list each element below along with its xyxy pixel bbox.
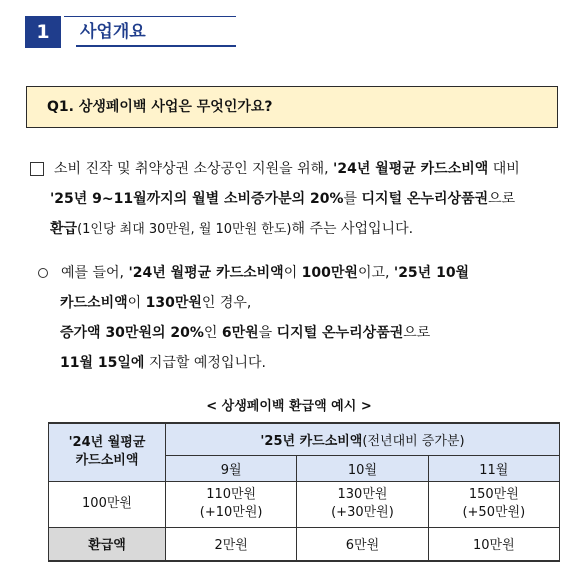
bold-text: '24년 월평균 카드소비액 (128, 265, 284, 281)
refund-value-cell: 10만원 (428, 527, 559, 561)
table-row (49, 527, 560, 561)
row-label-cell: 100만원 (49, 481, 166, 527)
section-title: 사업개요 (76, 17, 236, 47)
text: 를 (343, 191, 362, 207)
circle-bullet-icon (38, 268, 48, 278)
bold-text: 130만원 (145, 295, 202, 311)
month-header-cell: 9월 (166, 455, 297, 481)
table-row (49, 481, 560, 527)
section-number: 1 (26, 17, 60, 47)
corner-header-cell (49, 423, 166, 481)
bold-text: 6만원 (221, 325, 259, 341)
table-cell (428, 481, 559, 527)
cell-amount: 110만원 (206, 487, 257, 502)
text: 으로 (403, 325, 431, 341)
example-line-3 (28, 318, 564, 348)
month-header-cell: 11월 (428, 455, 559, 481)
table-caption: < 상생페이백 환급액 예시 > (206, 399, 372, 414)
text: 예를 들어, (61, 265, 129, 281)
cell-amount: 150만원 (468, 487, 519, 502)
bold-text: 증가액 30만원의 20% (60, 325, 204, 341)
corner-header-line-2: 카드소비액 (75, 453, 139, 469)
cell-amount: 130만원 (337, 487, 388, 502)
refund-value-cell: 6만원 (297, 527, 428, 561)
overview-line-3 (28, 214, 564, 245)
text: 으로 (488, 191, 516, 207)
bold-text: 환급 (50, 221, 78, 237)
bold-text: '24년 월평균 카드소비액 (333, 161, 489, 177)
checkbox-square-bullet-icon (30, 162, 44, 176)
table-cell (166, 481, 297, 527)
cell-increase: (+10만원) (199, 505, 263, 520)
month-header-cell: 10월 (297, 455, 428, 481)
corner-header-line-1: '24년 월평균 (68, 435, 146, 451)
bold-text: 11월 15일에 (60, 355, 145, 371)
text: 대비 (488, 161, 520, 177)
group-header-cell (166, 423, 560, 455)
text: 인 경우, (201, 295, 252, 311)
group-header-main: '25년 카드소비액 (260, 433, 363, 449)
example-line-1 (28, 258, 564, 288)
refund-value-cell: 2만원 (166, 527, 297, 561)
refund-example-table (48, 422, 560, 562)
overview-line-2 (28, 184, 564, 214)
text: (1인당 최대 30만원, 월 10만원 한도) (77, 222, 292, 237)
cell-increase: (+50만원) (462, 505, 526, 520)
bold-text: 100만원 (301, 265, 358, 281)
text: 을 (258, 325, 277, 341)
bold-text: '25년 10월 (393, 265, 470, 281)
example-line-4 (28, 348, 564, 378)
question-box: Q1. 상생페이백 사업은 무엇인가요? (26, 86, 558, 128)
table-cell (297, 481, 428, 527)
overview-line-1 (28, 154, 564, 184)
text: 소비 진작 및 취약상권 소상공인 지원을 위해, (54, 161, 334, 177)
cell-increase: (+30만원) (331, 505, 394, 520)
group-header-sub: (전년대비 증가분) (362, 433, 465, 449)
text: 인 (203, 325, 222, 341)
bold-text: '25년 9~11월까지의 월별 소비증가분의 20% (50, 191, 344, 207)
text: 지급할 예정입니다. (144, 355, 266, 371)
text: 이고, (357, 265, 394, 281)
text: 이 (283, 265, 302, 281)
text: 해 주는 사업입니다. (291, 221, 414, 237)
paragraph-overview (28, 154, 564, 245)
refund-label-cell: 환급액 (49, 527, 166, 561)
bold-text: 디지털 온누리상품권 (276, 325, 404, 341)
example-line-2 (28, 288, 564, 318)
bold-text: 디지털 온누리상품권 (361, 191, 489, 207)
bold-text: 카드소비액 (60, 295, 128, 311)
text: 이 (127, 295, 146, 311)
paragraph-example (28, 258, 564, 378)
table-header-row (49, 423, 560, 455)
